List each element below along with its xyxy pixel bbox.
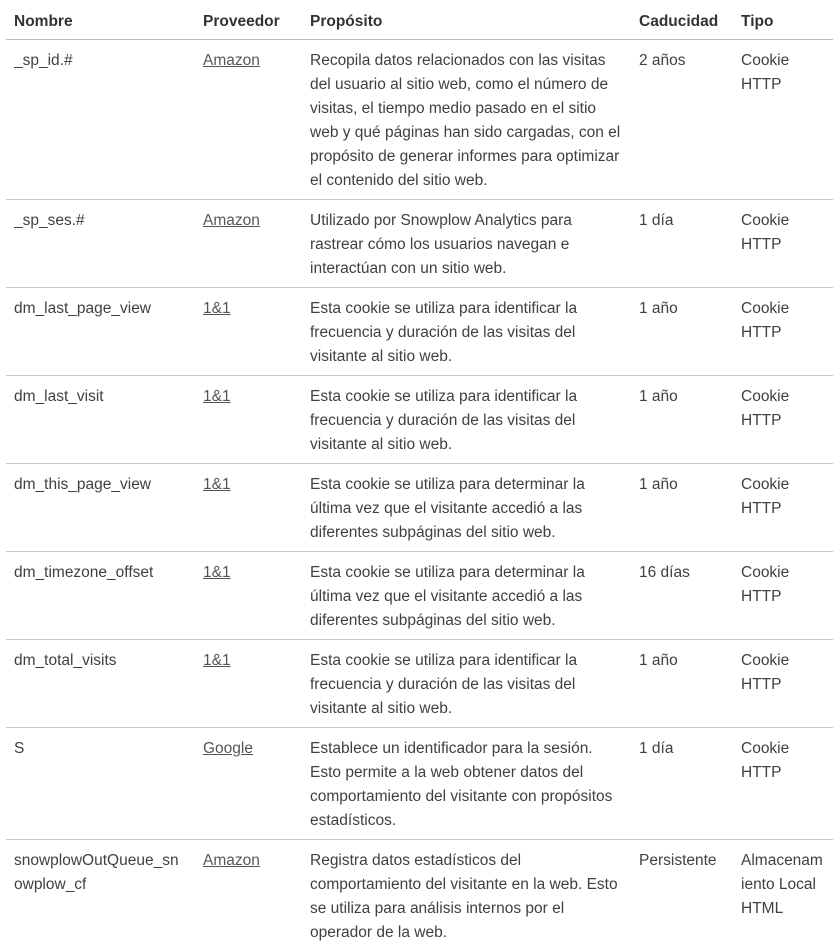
cell-proposito: Utilizado por Snowplow Analytics para rastrear cómo los usuarios navegan e interactúan con un sitio web.	[302, 200, 631, 288]
cell-tipo: Cookie HTTP	[733, 640, 833, 728]
cell-proposito: Registra datos estadísticos del comportamiento del visitante en la web. Esto se utiliza para análisis internos por el operador de la web.	[302, 840, 631, 951]
cell-nombre: dm_timezone_offset	[6, 552, 195, 640]
header-row	[6, 0, 833, 40]
cookie-table	[6, 0, 833, 951]
cell-proposito: Esta cookie se utiliza para identificar la frecuencia y duración de las visitas del visitante al sitio web.	[302, 288, 631, 376]
cell-nombre: snowplowOutQueue_snowplow_cf	[6, 840, 195, 951]
cell-tipo: Cookie HTTP	[733, 288, 833, 376]
cell-tipo: Cookie HTTP	[733, 40, 833, 200]
table-row	[6, 464, 833, 552]
cell-nombre: _sp_id.#	[6, 40, 195, 200]
table-row	[6, 376, 833, 464]
cell-caducidad: 1 día	[631, 728, 733, 840]
provider-link[interactable]: 1&1	[203, 476, 231, 493]
table-row	[6, 40, 833, 200]
cell-tipo: Cookie HTTP	[733, 200, 833, 288]
cell-nombre: dm_total_visits	[6, 640, 195, 728]
cell-caducidad: Persistente	[631, 840, 733, 951]
provider-link[interactable]: 1&1	[203, 388, 231, 405]
cell-proposito: Establece un identificador para la sesión. Esto permite a la web obtener datos del comportamiento del visitante con propósitos estadísticos.	[302, 728, 631, 840]
cell-tipo: Cookie HTTP	[733, 552, 833, 640]
cell-proveedor	[195, 840, 302, 951]
provider-link[interactable]: 1&1	[203, 652, 231, 669]
cell-nombre: dm_last_page_view	[6, 288, 195, 376]
table-row	[6, 640, 833, 728]
cell-proposito: Esta cookie se utiliza para determinar la última vez que el visitante accedió a las diferentes subpáginas del sitio web.	[302, 552, 631, 640]
table-body	[6, 40, 833, 951]
cell-caducidad: 16 días	[631, 552, 733, 640]
header-proposito: Propósito	[302, 0, 631, 40]
header-caducidad: Caducidad	[631, 0, 733, 40]
cell-proposito: Esta cookie se utiliza para identificar la frecuencia y duración de las visitas del visitante al sitio web.	[302, 376, 631, 464]
cell-proveedor	[195, 464, 302, 552]
table-row	[6, 552, 833, 640]
table-row	[6, 840, 833, 951]
table-header	[6, 0, 833, 40]
cell-tipo: Cookie HTTP	[733, 376, 833, 464]
cell-proveedor	[195, 728, 302, 840]
cell-tipo: Almacenamiento Local HTML	[733, 840, 833, 951]
cell-proposito: Esta cookie se utiliza para determinar la última vez que el visitante accedió a las diferentes subpáginas del sitio web.	[302, 464, 631, 552]
provider-link[interactable]: Amazon	[203, 52, 260, 69]
cell-caducidad: 1 día	[631, 200, 733, 288]
cell-proveedor	[195, 40, 302, 200]
cell-caducidad: 1 año	[631, 376, 733, 464]
cell-caducidad: 1 año	[631, 288, 733, 376]
cell-proposito: Recopila datos relacionados con las visitas del usuario al sitio web, como el número de visitas, el tiempo medio pasado en el sitio web y qué páginas han sido cargadas, con el propósito de generar informes para optimizar el contenido del sitio web.	[302, 40, 631, 200]
cell-nombre: S	[6, 728, 195, 840]
cell-caducidad: 2 años	[631, 40, 733, 200]
cell-caducidad: 1 año	[631, 464, 733, 552]
header-nombre: Nombre	[6, 0, 195, 40]
cell-nombre: _sp_ses.#	[6, 200, 195, 288]
cell-nombre: dm_last_visit	[6, 376, 195, 464]
provider-link[interactable]: Amazon	[203, 852, 260, 869]
cell-tipo: Cookie HTTP	[733, 728, 833, 840]
cell-proveedor	[195, 376, 302, 464]
cell-proveedor	[195, 288, 302, 376]
cell-proveedor	[195, 640, 302, 728]
provider-link[interactable]: Amazon	[203, 212, 260, 229]
table-row	[6, 728, 833, 840]
cell-proveedor	[195, 200, 302, 288]
cell-proveedor	[195, 552, 302, 640]
cell-tipo: Cookie HTTP	[733, 464, 833, 552]
cell-caducidad: 1 año	[631, 640, 733, 728]
provider-link[interactable]: Google	[203, 740, 253, 757]
table-row	[6, 200, 833, 288]
header-tipo: Tipo	[733, 0, 833, 40]
cell-proposito: Esta cookie se utiliza para identificar la frecuencia y duración de las visitas del visitante al sitio web.	[302, 640, 631, 728]
header-proveedor: Proveedor	[195, 0, 302, 40]
table-row	[6, 288, 833, 376]
cell-nombre: dm_this_page_view	[6, 464, 195, 552]
provider-link[interactable]: 1&1	[203, 300, 231, 317]
provider-link[interactable]: 1&1	[203, 564, 231, 581]
